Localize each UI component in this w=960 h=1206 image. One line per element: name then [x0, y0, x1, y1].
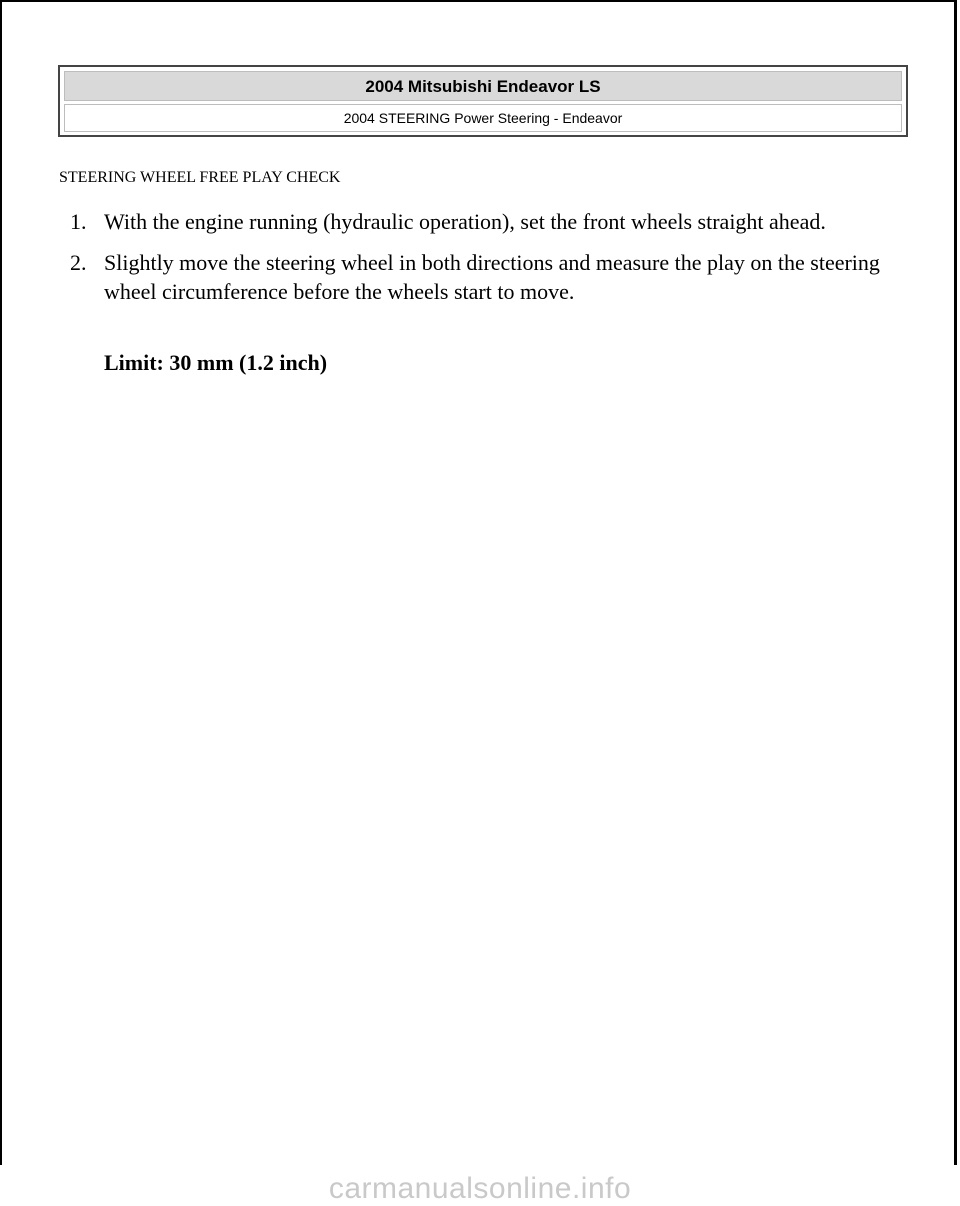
step-number: 2.: [70, 250, 87, 275]
step-text: Slightly move the steering wheel in both directions and measure the play on the steering wheel circumference before the wheels start to move.: [104, 250, 880, 304]
step-item: [70, 248, 920, 306]
section-heading: STEERING WHEEL FREE PLAY CHECK: [59, 169, 341, 186]
vehicle-title: 2004 Mitsubishi Endeavor LS: [64, 71, 902, 101]
section-subtitle: 2004 STEERING Power Steering - Endeavor: [64, 104, 902, 132]
step-item: [70, 207, 920, 236]
procedure-steps: [70, 207, 920, 318]
step-text: With the engine running (hydraulic operation), set the front wheels straight ahead.: [104, 209, 826, 234]
site-watermark: carmanualsonline.info: [328, 1172, 632, 1205]
limit-specification: Limit: 30 mm (1.2 inch): [104, 350, 328, 375]
step-number: 1.: [70, 209, 87, 234]
document-header: [58, 65, 908, 137]
